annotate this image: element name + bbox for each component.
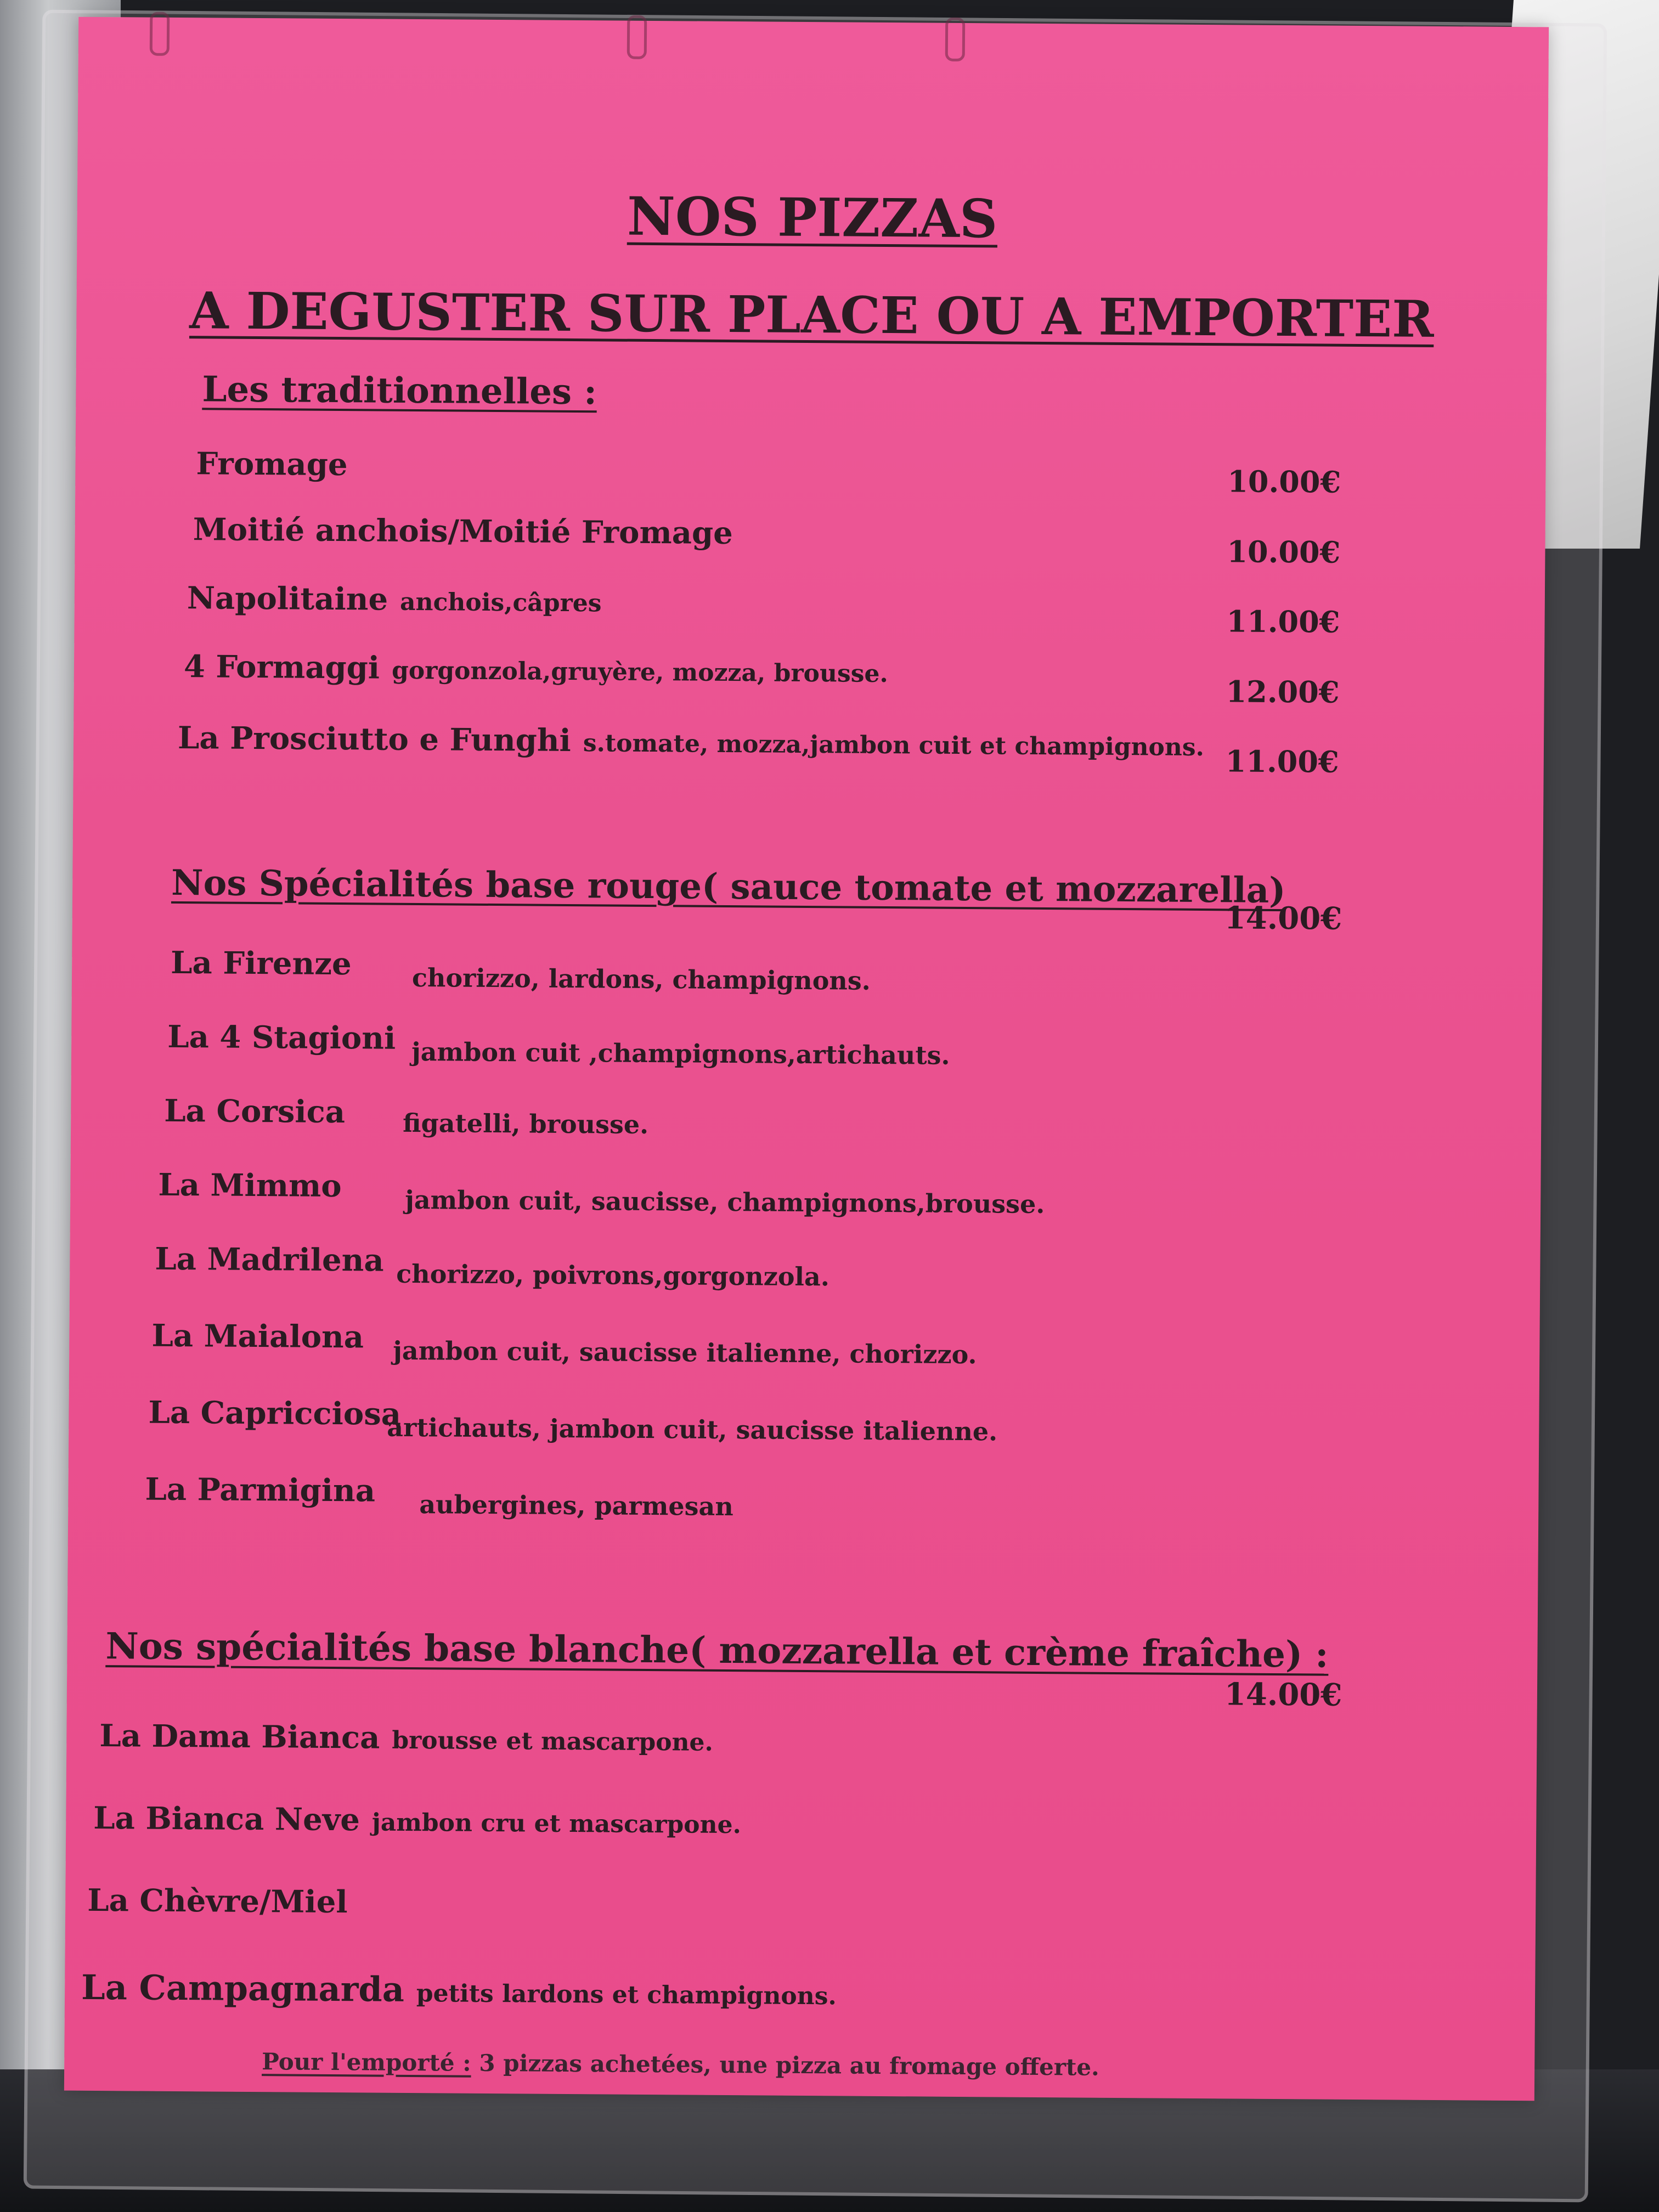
item-name: 4 Formaggi [183,648,380,686]
item-name: La Dama Bianca [99,1718,380,1756]
item-description: jambon cuit, saucisse italienne, chorizzo. [393,1335,977,1370]
item-description: chorizzo, lardons, champignons. [411,962,871,996]
takeaway-offer-text: 3 pizzas achetées, une pizza au fromage offerte. [479,2049,1099,2081]
binder-ring [945,18,966,61]
item-name: Moitié anchois/Moitié Fromage [193,511,733,552]
item-name: La Chèvre/Miel [87,1882,348,1921]
menu-item [193,511,733,551]
section-price: 14.00€ [1224,900,1342,937]
section-heading-base-blanche: Nos spécialités base blanche( mozzarella et crème fraîche) : [105,1624,1329,1676]
takeaway-offer [262,2048,1099,2081]
binder-ring [150,12,170,56]
item-description: brousse et mascarpone. [392,1726,714,1757]
item-name: La Campagnarda [81,1967,405,2010]
takeaway-offer-label: Pour l'emporté : [262,2048,471,2076]
item-name: La Firenze [170,944,352,983]
item-name: Napolitaine [187,580,388,618]
item-description: anchois,câpres [399,588,602,618]
item-description: gorgonzola,gruyère, mozza, brousse. [391,656,888,689]
item-name: La Parmigina [145,1471,376,1509]
item-description: figatelli, brousse. [402,1108,649,1139]
item-description: jambon cru et mascarpone. [371,1808,742,1839]
item-name: La Mimmo [158,1166,342,1205]
item-name: La Prosciutto e Funghi [177,719,572,759]
item-description: jambon cuit ,champignons,artichauts. [411,1036,950,1070]
item-name: La Madrilena [155,1240,384,1279]
section-price: 14.00€ [1224,1676,1342,1713]
menu-item [184,648,888,690]
item-name: La 4 Stagioni [167,1018,396,1057]
section-heading-traditionnelles: Les traditionnelles : [202,369,597,413]
item-price: 10.00€ [1227,534,1341,570]
item-description: s.tomate, mozza,jambon cuit et champignons. [583,729,1205,762]
menu-item [87,1882,348,1920]
item-name: Fromage [196,445,348,483]
item-name: La Maialona [151,1317,364,1356]
item-description: petits lardons et champignons. [416,1979,837,2011]
pizza-menu-sheet [64,17,1549,2101]
item-description: aubergines, parmesan [419,1489,733,1522]
item-name: La Corsica [164,1092,346,1131]
item-description: artichauts, jambon cuit, saucisse italienne. [387,1412,998,1447]
section-heading-base-rouge: Nos Spécialités base rouge( sauce tomate et mozzarella) [171,862,1286,912]
item-description: jambon cuit, saucisse, champignons,brousse. [405,1184,1045,1220]
menu-item [178,720,1204,763]
item-description: chorizzo, poivrons,gorgonzola. [396,1259,830,1292]
item-price: 10.00€ [1227,464,1341,500]
item-name: La Capricciosa [148,1394,402,1432]
item-name: La Bianca Neve [93,1799,360,1838]
binder-ring [627,15,647,59]
menu-item [187,580,602,619]
menu-title: NOS PIZZAS [627,185,998,250]
menu-item [196,445,347,483]
item-price: 11.00€ [1225,743,1339,780]
menu-item [81,1967,837,2013]
item-price: 11.00€ [1226,603,1340,640]
menu-subtitle: A DEGUSTER SUR PLACE OU A EMPORTER [189,281,1435,349]
menu-item [99,1718,713,1758]
item-price: 12.00€ [1226,674,1340,710]
menu-item [93,1800,741,1841]
